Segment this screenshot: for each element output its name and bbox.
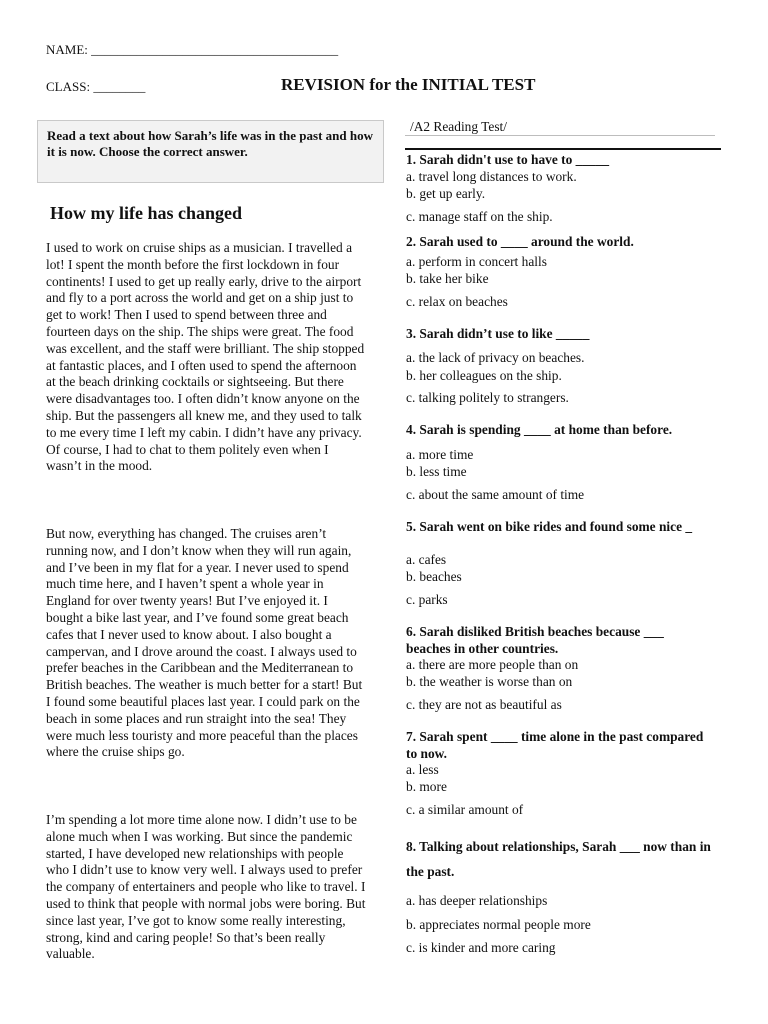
instructions-box: Read a text about how Sarah’s life was in the past and how it is now. Choose the correct answer. xyxy=(37,120,384,183)
option-8a[interactable]: a. has deeper relationships xyxy=(406,893,548,908)
tag-underline xyxy=(405,135,715,136)
paragraph-2: But now, everything has changed. The cruises aren’t running now, and I don’t know when they will run again, and I’ve been in my flat for a year. I never used to spend much time here, and I haven’t spent a whole year in England for over twenty years! But I’ve enjoyed it. I bought a bike last year, and I’ve found some great beach cafes that I never used to know about. I also bought a campervan, and I drove around the coast. I always used to prefer beaches in the Caribbean and the Mediterranean to British beaches. The weather is much better for a start! But I found some beautiful places last year. I could park on the beach in some places and run straight into the sea! They were much less touristy and more peaceful than the places where the cruise ships go. xyxy=(46,526,363,760)
option-6c[interactable]: c. they are not as beautiful as xyxy=(406,697,562,712)
option-6b[interactable]: b. the weather is worse than on xyxy=(406,674,573,689)
option-4b[interactable]: b. less time xyxy=(406,464,467,479)
question-3: 3. Sarah didn’t use to like _____ xyxy=(406,326,590,341)
option-1b[interactable]: b. get up early. xyxy=(406,186,486,201)
paragraph-3: I’m spending a lot more time alone now. I didn’t use to be alone much when I was working. But since the pandemic started, I have developed new relationships with people who I didn’t use to know very well. I always used to prefer the company of entertainers and people who like to travel. I used to think that people with normal jobs were boring. But since last year, I’ve got to know some really interesting, strong, kind and caring people! So that’s been really valuable. xyxy=(46,812,366,962)
question-6: 6. Sarah disliked British beaches because ___ beaches in other countries. xyxy=(406,624,664,656)
option-8b[interactable]: b. appreciates normal people more xyxy=(406,917,591,932)
option-5c[interactable]: c. parks xyxy=(406,592,448,607)
test-tag: /A2 Reading Test/ xyxy=(410,119,508,134)
option-5a[interactable]: a. cafes xyxy=(406,552,447,567)
section-divider xyxy=(405,148,721,150)
question-2: 2. Sarah used to ____ around the world. xyxy=(406,234,634,249)
option-8c[interactable]: c. is kinder and more caring xyxy=(406,940,556,955)
question-1: 1. Sarah didn't use to have to _____ xyxy=(406,152,610,167)
paragraph-1: I used to work on cruise ships as a musician. I travelled a lot! I spent the month before the first lockdown in four continents! I used to get up really early, drive to the airport and fly to a port across the world and get on a ship just to get to work! Then I used to spend between three and fourteen days on the ship. The ships were great. The food was excellent, and the staff were brilliant. The ship stopped at fantastic places, and I often used to spend the afternoon at the beach drinking cocktails or sightseeing. But there were disadvantages too. I often didn’t know anyone on the ship. But the passengers all knew me, and they used to talk to me every time I left my cabin. I didn’t have any privacy. Of course, I had to chat to them politely even when I wasn’t in the mood. xyxy=(46,240,365,474)
option-3b[interactable]: b. her colleagues on the ship. xyxy=(406,368,562,383)
option-7b[interactable]: b. more xyxy=(406,779,447,794)
option-5b[interactable]: b. beaches xyxy=(406,569,462,584)
option-1a[interactable]: a. travel long distances to work. xyxy=(406,169,577,184)
option-2b[interactable]: b. take her bike xyxy=(406,271,489,286)
option-2c[interactable]: c. relax on beaches xyxy=(406,294,508,309)
option-3a[interactable]: a. the lack of privacy on beaches. xyxy=(406,350,585,365)
option-7a[interactable]: a. less xyxy=(406,762,439,777)
option-6a[interactable]: a. there are more people than on xyxy=(406,657,579,672)
name-field-label: NAME: ______________________________________ xyxy=(46,42,339,57)
option-3c[interactable]: c. talking politely to strangers. xyxy=(406,390,569,405)
question-4: 4. Sarah is spending ____ at home than before. xyxy=(406,422,673,437)
option-2a[interactable]: a. perform in concert halls xyxy=(406,254,547,269)
question-7: 7. Sarah spent ____ time alone in the past compared to now. xyxy=(406,729,704,761)
reading-text-title: How my life has changed xyxy=(50,203,243,223)
class-field-label: CLASS: ________ xyxy=(46,79,146,94)
question-8: 8. Talking about relationships, Sarah ___ now than in the past. xyxy=(406,839,711,879)
option-7c[interactable]: c. a similar amount of xyxy=(406,802,524,817)
page-title: REVISION for the INITIAL TEST xyxy=(281,75,536,94)
question-5: 5. Sarah went on bike rides and found some nice _ xyxy=(406,519,693,534)
option-1c[interactable]: c. manage staff on the ship. xyxy=(406,209,553,224)
option-4a[interactable]: a. more time xyxy=(406,447,474,462)
option-4c[interactable]: c. about the same amount of time xyxy=(406,487,585,502)
